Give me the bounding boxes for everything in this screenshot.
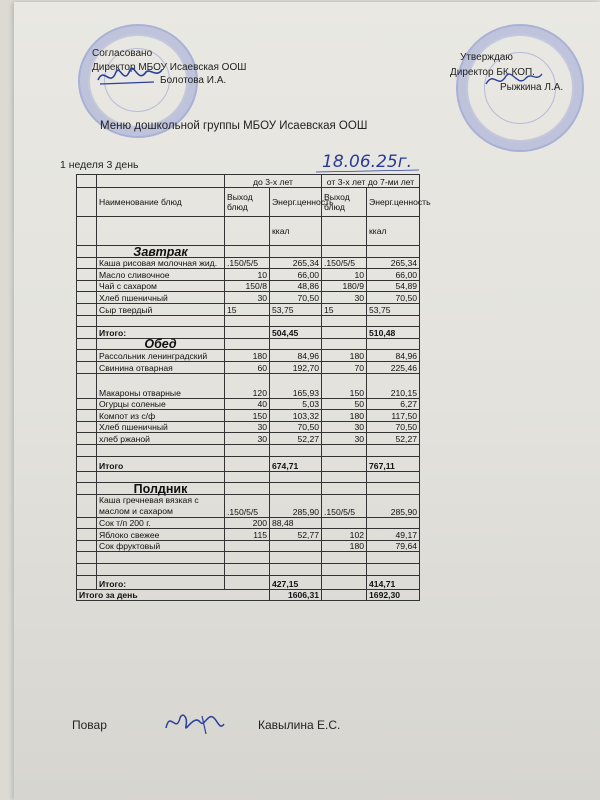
dish-energy-2: 53,75 (367, 303, 420, 315)
handwritten-date: 18.06.25г. (322, 152, 413, 172)
dish-energy-2: 70,50 (367, 292, 420, 304)
dish-output-2: 15 (322, 303, 367, 315)
dish-energy-1 (270, 540, 322, 552)
approved-right-line2: Директор БК КОП. (450, 67, 535, 78)
dish-output-2: 50 (322, 398, 367, 410)
dish-output-2: 30 (322, 292, 367, 304)
dish-name: Огурцы соленые (97, 398, 225, 410)
dish-name: Яблоко свежее (97, 529, 225, 541)
table-header-row-groups (77, 175, 420, 188)
dish-energy-1: 53,75 (270, 303, 322, 315)
col-output-label-2: Выход блюд (324, 192, 350, 212)
section-breakfast-title: Завтрак (97, 246, 225, 258)
dish-output-1: 15 (225, 303, 270, 315)
dish-energy-1: 265,34 (270, 257, 322, 269)
approved-right-line3: Рыжкина Л.А. (500, 82, 564, 93)
dish-output-2: 30 (322, 421, 367, 433)
dish-output-1: 40 (225, 398, 270, 410)
page-title: Меню дошкольной группы МБОУ Исаевская ООШ (100, 120, 368, 132)
dish-energy-2: 49,17 (367, 529, 420, 541)
approved-left-line3: Болотова И.А. (160, 75, 227, 86)
cook-label: Повар (72, 718, 107, 732)
day-total-row (77, 589, 420, 601)
dish-name: Каша рисовая молочная жид. (97, 257, 225, 269)
dish-energy-2: 225,46 (367, 361, 420, 373)
dish-energy-2: 6,27 (367, 398, 420, 410)
dish-output-1: 60 (225, 361, 270, 373)
table-row (77, 257, 420, 269)
dish-energy-2: 70,50 (367, 421, 420, 433)
dish-output-2: 180 (322, 410, 367, 422)
dish-name-line1: Каша гречневая вязкая с (99, 494, 199, 505)
table-row (77, 540, 420, 552)
dish-name-line2: маслом и сахаром (99, 505, 173, 516)
snack-total-row (77, 575, 420, 589)
cook-signature-icon (162, 704, 228, 738)
age-group-2-header: от 3-х лет до 7-ми лет (322, 175, 420, 188)
dish-output-2: 10 (322, 269, 367, 281)
dish-name: Свинина отварная (97, 361, 225, 373)
table-row (77, 292, 420, 304)
dish-output-2: .150/5/5 (322, 494, 367, 517)
section-lunch-title: Обед (97, 338, 225, 350)
dish-output-2: 102 (322, 529, 367, 541)
lunch-total-2: 767,11 (367, 456, 420, 471)
lunch-total-row (77, 456, 420, 471)
dish-energy-1: 285,90 (270, 494, 322, 517)
dish-output-1: 10 (225, 269, 270, 281)
week-day-subtitle: 1 неделя 3 день (60, 159, 139, 171)
section-lunch-row (77, 338, 420, 350)
breakfast-total-2: 510,48 (367, 327, 420, 339)
dish-name: Сыр твердый (97, 303, 225, 315)
dish-energy-1: 192,70 (270, 361, 322, 373)
table-row (77, 303, 420, 315)
dish-energy-2: 66,00 (367, 269, 420, 281)
snack-total-label: Итого: (97, 575, 225, 589)
dish-output-1: 30 (225, 433, 270, 445)
section-snack-row (77, 483, 420, 495)
dish-output-2 (322, 517, 367, 529)
day-total-2: 1692,30 (367, 589, 420, 601)
dish-output-2: 180/9 (322, 280, 367, 292)
dish-energy-1: 48,86 (270, 280, 322, 292)
dish-output-2: 180 (322, 350, 367, 362)
cook-name: Кавылина Е.С. (258, 718, 341, 732)
dish-energy-1: 103,32 (270, 410, 322, 422)
dish-energy-1: 70,50 (270, 421, 322, 433)
spacer-row (77, 564, 420, 576)
dish-output-2: 180 (322, 540, 367, 552)
dish-energy-2: 285,90 (367, 494, 420, 517)
dish-energy-2: 54,89 (367, 280, 420, 292)
approved-left-line1: Согласовано (92, 48, 153, 59)
dish-name: Хлеб пшеничный (97, 421, 225, 433)
table-row (77, 529, 420, 541)
dish-energy-2 (367, 517, 420, 529)
spacer-row (77, 552, 420, 564)
table-row (77, 433, 420, 445)
dish-output-1: 115 (225, 529, 270, 541)
table-row (77, 361, 420, 373)
breakfast-total-label: Итого: (97, 327, 225, 339)
approved-left-line2: Директор МБОУ Исаевская ООШ (92, 62, 247, 73)
dish-name: Сок т/п 200 г. (97, 517, 225, 529)
dish-energy-1: 88,48 (270, 517, 322, 529)
dish-energy-2: 79,64 (367, 540, 420, 552)
table-row (77, 494, 420, 517)
dish-energy-2: 210,15 (367, 373, 420, 398)
dish-output-1: 180 (225, 350, 270, 362)
dish-energy-2: 117,50 (367, 410, 420, 422)
dish-name: Чай с сахаром (97, 280, 225, 292)
dish-output-1: 30 (225, 292, 270, 304)
table-row (77, 410, 420, 422)
col-output-header-2 (322, 188, 367, 217)
table-row (77, 517, 420, 529)
approved-right-line1: Утверждаю (460, 52, 513, 63)
right-signature-icon (484, 66, 544, 94)
spacer-row (77, 315, 420, 327)
col-unit-2: ккал (367, 217, 420, 246)
table-header-row-units (77, 217, 420, 246)
col-output-header-1 (225, 188, 270, 217)
table-row (77, 280, 420, 292)
dish-energy-1: 5,03 (270, 398, 322, 410)
dish-name: Рассольник ленинградский (97, 350, 225, 362)
table-row (77, 421, 420, 433)
dish-output-2: 30 (322, 433, 367, 445)
col-unit-1: ккал (270, 217, 322, 246)
dish-output-1: 30 (225, 421, 270, 433)
table-row (77, 350, 420, 362)
snack-total-1: 427,15 (270, 575, 322, 589)
dish-energy-1: 66,00 (270, 269, 322, 281)
dish-name: Масло сливочное (97, 269, 225, 281)
col-energy-label-2: Энерг.ценность (369, 197, 431, 207)
table-header-row-columns (77, 188, 420, 217)
col-output-label-1: Выход блюд (227, 192, 253, 212)
col-name-header: Наименование блюд (97, 188, 225, 217)
col-energy-header-2 (367, 188, 431, 217)
dish-energy-2: 84,96 (367, 350, 420, 362)
dish-energy-2: 265,34 (367, 257, 420, 269)
dish-output-1: 150/8 (225, 280, 270, 292)
dish-output-1: 120 (225, 373, 270, 398)
spacer-row (77, 444, 420, 456)
table-row (77, 398, 420, 410)
dish-output-1: .150/5/5 (225, 494, 270, 517)
dish-output-2: 150 (322, 373, 367, 398)
age-group-1-header: до 3-х лет (225, 175, 322, 188)
dish-output-1: 150 (225, 410, 270, 422)
dish-output-2: 70 (322, 361, 367, 373)
spacer-row (77, 471, 420, 483)
day-total-1: 1606,31 (270, 589, 322, 601)
document-sheet (14, 2, 600, 800)
left-signature-icon (94, 58, 164, 92)
menu-table (76, 174, 431, 601)
dish-output-1 (225, 540, 270, 552)
dish-energy-1: 70,50 (270, 292, 322, 304)
snack-total-2: 414,71 (367, 575, 420, 589)
dish-output-2: .150/5/5 (322, 257, 367, 269)
dish-name: Хлеб пшеничный (97, 292, 225, 304)
table-row (77, 373, 420, 398)
dish-name: Макароны отварные (97, 373, 225, 398)
breakfast-total-row (77, 327, 420, 339)
col-energy-label-1: Энерг.ценность (272, 197, 334, 207)
dish-energy-1: 52,77 (270, 529, 322, 541)
lunch-total-label: Итого (97, 456, 225, 471)
dish-output-1: .150/5/5 (225, 257, 270, 269)
breakfast-total-1: 504,45 (270, 327, 322, 339)
dish-name: хлеб ржаной (97, 433, 225, 445)
day-total-label: Итого за день (77, 589, 270, 601)
dish-energy-2: 52,27 (367, 433, 420, 445)
section-breakfast-row (77, 246, 420, 258)
dish-energy-1: 84,96 (270, 350, 322, 362)
dish-name: Сок фруктовый (97, 540, 225, 552)
section-snack-title: Полдник (97, 483, 225, 495)
dish-name (97, 494, 225, 517)
dish-energy-1: 165,93 (270, 373, 322, 398)
table-row (77, 269, 420, 281)
lunch-total-1: 674,71 (270, 456, 322, 471)
dish-energy-1: 52,27 (270, 433, 322, 445)
col-energy-header-1 (270, 188, 334, 217)
dish-name: Компот из с/ф (97, 410, 225, 422)
dish-output-1: 200 (225, 517, 270, 529)
